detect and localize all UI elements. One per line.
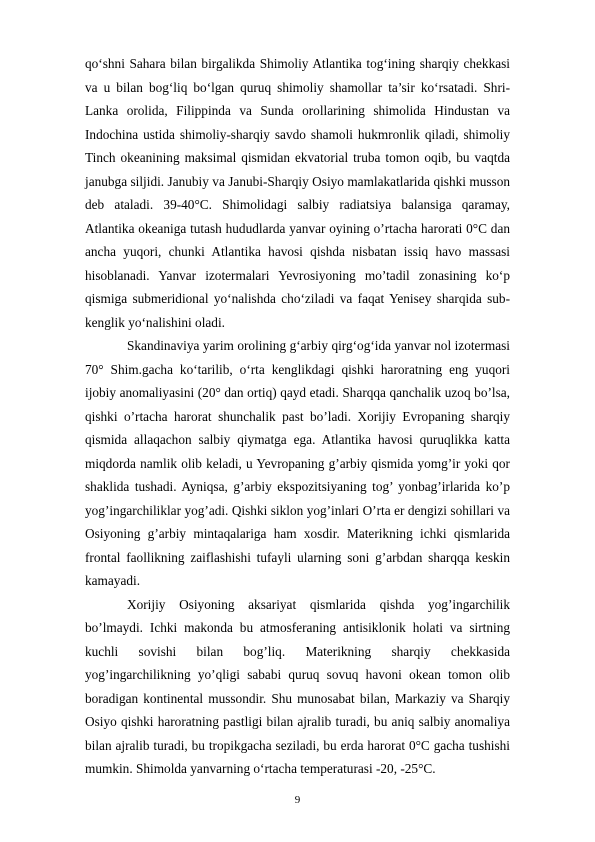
paragraph: qo‘shni Sahara bilan birgalikda Shimoliy Atlantika tog‘ining sharqiy chekkasi va u bilan bog‘liq bo‘lgan quruq shimoliy shamollar ta’sir ko‘rsatadi. Shri-Lanka orolida, Filippinda va Sunda orollarining shimolida Hindustan va Indochina ustida shimoliy-sharqiy savdo shamoli hukmronlik qiladi, shimoliy Tinch okeanining maksimal qismidan ekvatorial truba tomon oqib, bu vaqtda janubga siljidi. Janubiy va Janubi-Sharqiy Osiyo mamlakatlarida qishki musson deb ataladi. 39-40°C. Shimolidagi salbiy radiatsiya balansiga qaramay, Atlantika okeaniga tutash hududlarda yanvar oyining o’rtacha harorati 0°C dan ancha yuqori, chunki Atlantika havosi qishda nisbatan issiq havo massasi hisoblanadi. Yanvar izotermalari Yevrosiyoning mo’tadil zonasining ko‘p qismiga submeridional yo‘nalishda cho‘ziladi va faqat Yenisey sharqida sub-kenglik yo‘nalishini oladi. [85,56,510,330]
page-number: 9 [294,794,301,806]
document-body [85,52,510,781]
paragraph: Skandinaviya yarim orolining g‘arbiy qirg‘og‘ida yanvar nol izotermasi 70° Shim.gacha ko‘tarilib, o‘rta kenglikdagi qishki haroratning eng yuqori ijobiy anomaliyasini (20° dan ortiq) qayd etadi. Sharqqa qanchalik uzoq bo’lsa, qishki o’rtacha harorat shunchalik past bo’ladi. Xorijiy Evropaning sharqiy qismida allaqachon salbiy qiymatga ega. Atlantika havosi quruqlikka katta miqdorda namlik olib keladi, u Yevropaning g’arbiy qismida yomg’ir yoki qor shaklida tushadi. Ayniqsa, g’arbiy ekspozitsiyaning tog’ yonbag’irlarida ko’p yog’ingarchiliklar yog’adi. Qishki siklon yog’inlari O’rta er dengizi sohillari va Osiyoning g’arbiy mintaqalariga ham xosdir. Materikning ichki qismlarida frontal faollikning zaiflashishi tufayli ularning soni g’arbdan sharqqa keskin kamayadi. [85,338,510,588]
paragraph: Xorijiy Osiyoning aksariyat qismlarida qishda yog’ingarchilik bo’lmaydi. Ichki makonda bu atmosferaning antisiklonik holati va sirtning kuchli sovishi bilan bog’liq. Materikning sharqiy chekkasida yog’ingarchilikning yo’qligi sababi quruq sovuq havoni okean tomon olib boradigan kontinental mussondir. Shu munosabat bilan, Markaziy va Sharqiy Osiyo qishki haroratning pastligi bilan ajralib turadi, bu aniq salbiy anomaliya bilan ajralib turadi, bu tropikgacha seziladi, bu erda harorat 0°C gacha tushishi mumkin. Shimolda yanvarning o‘rtacha temperaturasi -20, -25°C. [85,596,510,776]
